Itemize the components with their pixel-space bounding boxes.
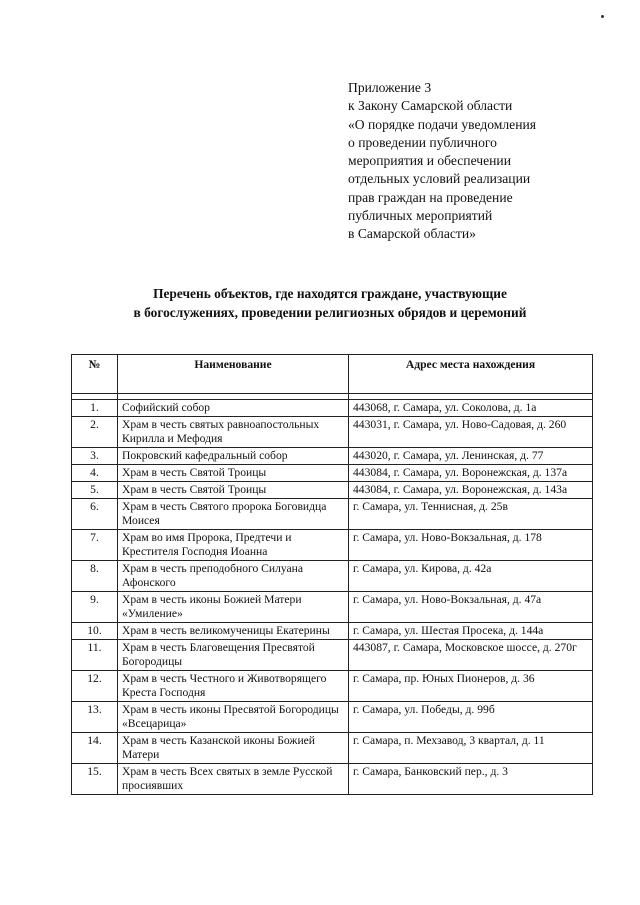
document-heading	[40, 284, 620, 322]
row-number: 8.	[72, 561, 118, 592]
row-address: г. Самара, Банковский пер., д. 3	[349, 764, 593, 795]
row-address: 443068, г. Самара, ул. Соколова, д. 1а	[349, 400, 593, 417]
row-address: 443084, г. Самара, ул. Воронежская, д. 143а	[349, 482, 593, 499]
row-number: 9.	[72, 592, 118, 623]
table-row	[72, 640, 593, 671]
row-number: 3.	[72, 448, 118, 465]
row-name: Храм в честь Святого пророка Боговидца Моисея	[118, 499, 349, 530]
row-address: 443031, г. Самара, ул. Ново-Садовая, д. 260	[349, 417, 593, 448]
row-name: Храм в честь Святой Троицы	[118, 465, 349, 482]
table-row	[72, 417, 593, 448]
table-row	[72, 764, 593, 795]
row-name: Храм в честь Казанской иконы Божией Матери	[118, 733, 349, 764]
row-address: г. Самара, пр. Юных Пионеров, д. 36	[349, 671, 593, 702]
table-row	[72, 465, 593, 482]
row-name: Храм в честь Благовещения Пресвятой Богородицы	[118, 640, 349, 671]
appendix-line: прав граждан на проведение	[348, 189, 513, 205]
table-row	[72, 561, 593, 592]
row-name: Храм в честь Святой Троицы	[118, 482, 349, 499]
row-address: 443084, г. Самара, ул. Воронежская, д. 137а	[349, 465, 593, 482]
table-body	[72, 400, 593, 795]
appendix-line: отдельных условий реализации	[348, 171, 531, 187]
header-num: №	[72, 355, 118, 394]
table-row	[72, 623, 593, 640]
row-number: 14.	[72, 733, 118, 764]
row-address: г. Самара, ул. Кирова, д. 42а	[349, 561, 593, 592]
heading-line-1: Перечень объектов, где находятся граждане, участвующие	[153, 286, 507, 301]
appendix-line: о проведении публичного	[348, 134, 497, 150]
table-row	[72, 702, 593, 733]
table-header-row	[72, 355, 593, 394]
row-name: Храм в честь преподобного Силуана Афонского	[118, 561, 349, 592]
header-address: Адрес места нахождения	[349, 355, 593, 394]
heading-line-2: в богослужениях, проведении религиозных обрядов и церемоний	[133, 305, 527, 320]
row-number: 4.	[72, 465, 118, 482]
row-name: Храм в честь великомученицы Екатерины	[118, 623, 349, 640]
row-address: г. Самара, ул. Шестая Просека, д. 144а	[349, 623, 593, 640]
header-name: Наименование	[118, 355, 349, 394]
row-number: 12.	[72, 671, 118, 702]
table-row	[72, 400, 593, 417]
row-number: 13.	[72, 702, 118, 733]
row-number: 6.	[72, 499, 118, 530]
row-name: Храм во имя Пророка, Предтечи и Крестителя Господня Иоанна	[118, 530, 349, 561]
row-name: Храм в честь Честного и Животворящего Креста Господня	[118, 671, 349, 702]
table-row	[72, 671, 593, 702]
row-address: г. Самара, ул. Ново-Вокзальная, д. 47а	[349, 592, 593, 623]
objects-table	[71, 354, 593, 795]
row-number: 5.	[72, 482, 118, 499]
table-row	[72, 592, 593, 623]
row-name: Покровский кафедральный собор	[118, 448, 349, 465]
row-number: 2.	[72, 417, 118, 448]
row-address: г. Самара, п. Мехзавод, 3 квартал, д. 11	[349, 733, 593, 764]
appendix-line: публичных мероприятий	[348, 208, 493, 224]
row-number: 1.	[72, 400, 118, 417]
row-name: Храм в честь Всех святых в земле Русской просиявших	[118, 764, 349, 795]
appendix-line: «О порядке подачи уведомления	[348, 116, 537, 132]
row-address: г. Самара, ул. Ново-Вокзальная, д. 178	[349, 530, 593, 561]
row-number: 10.	[72, 623, 118, 640]
table-row	[72, 482, 593, 499]
row-number: 11.	[72, 640, 118, 671]
row-address: г. Самара, ул. Победы, д. 99б	[349, 702, 593, 733]
appendix-line: в Самарской области»	[348, 226, 476, 242]
row-address: 443087, г. Самара, Московское шоссе, д. 270г	[349, 640, 593, 671]
table-row	[72, 733, 593, 764]
table-row	[72, 499, 593, 530]
row-number: 7.	[72, 530, 118, 561]
appendix-line: мероприятия и обеспечении	[348, 153, 511, 169]
row-number: 15.	[72, 764, 118, 795]
table-row	[72, 530, 593, 561]
row-name: Храм в честь святых равноапостольных Кирилла и Мефодия	[118, 417, 349, 448]
row-address: 443020, г. Самара, ул. Ленинская, д. 77	[349, 448, 593, 465]
row-address: г. Самара, ул. Теннисная, д. 25в	[349, 499, 593, 530]
row-name: Софийский собор	[118, 400, 349, 417]
row-name: Храм в честь иконы Пресвятой Богородицы «Всецарица»	[118, 702, 349, 733]
scan-speck	[601, 15, 604, 18]
appendix-line: к Закону Самарской области	[348, 98, 513, 114]
row-name: Храм в честь иконы Божией Матери «Умиление»	[118, 592, 349, 623]
table-row	[72, 448, 593, 465]
appendix-block	[348, 79, 618, 244]
appendix-line: Приложение 3	[348, 80, 432, 95]
